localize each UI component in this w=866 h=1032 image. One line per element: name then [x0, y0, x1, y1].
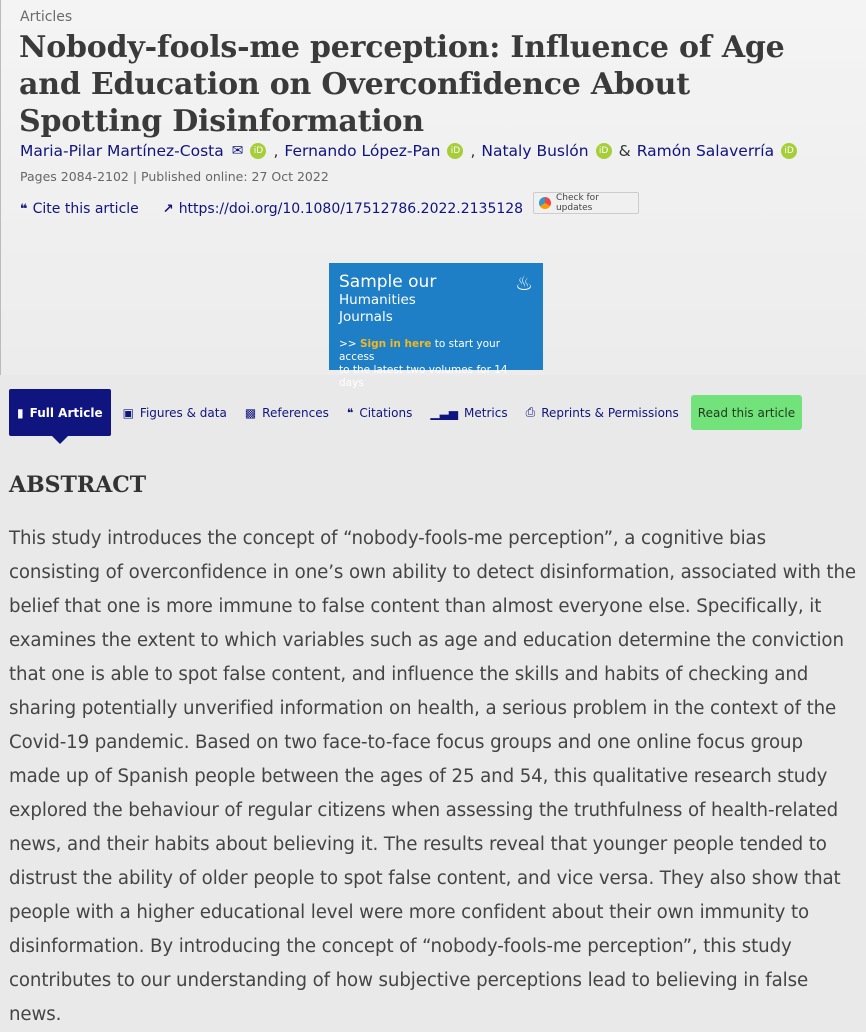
bar-chart-icon: ▁▃▅: [430, 405, 459, 420]
author-link[interactable]: Ramón Salaverría: [636, 142, 775, 160]
tab-label: Read this article: [697, 405, 796, 420]
promo-signin[interactable]: Sign in here: [359, 338, 432, 350]
read-article-button[interactable]: [691, 395, 802, 430]
orcid-icon[interactable]: iD: [596, 143, 612, 159]
tab-label: Metrics: [464, 405, 508, 420]
crossmark-icon: [539, 197, 551, 209]
promo-banner[interactable]: [329, 263, 543, 389]
image-icon: ▣: [122, 405, 134, 420]
tab-full-article[interactable]: [9, 389, 111, 436]
book-icon: ▩: [244, 405, 257, 420]
abstract-heading: ABSTRACT: [9, 472, 147, 498]
quote-icon: ❝: [346, 405, 354, 420]
external-link-icon: ↗: [162, 201, 174, 217]
quote-icon: ❝: [20, 201, 28, 217]
check-updates-button[interactable]: [533, 192, 639, 214]
promo-arrow: >>: [339, 338, 357, 350]
tab-reprints[interactable]: [520, 395, 685, 430]
author-separator: ,: [470, 142, 476, 160]
promo-line2: Humanities: [339, 292, 416, 308]
tab-label: Full Article: [29, 405, 103, 420]
tab-label: Reprints & Permissions: [541, 405, 679, 420]
orcid-icon[interactable]: iD: [781, 143, 797, 159]
author-list: [20, 142, 804, 160]
file-icon: ▮: [17, 405, 24, 420]
abstract-text: This study introduces the concept of “nobody-fools-me perception”, a cognitive bias consisting of overconfidence in one’s own ability to detect disinformation, associated with the belief that one is more immune to false content than almost everyone else. Specifically, it examines the extent to which variables such as age and education determine the conviction that one is able to spot false content, and influence the skills and habits of checking and sharing potentially unverified information on health, a serious problem in the context of the Covid-19 pandemic. Based on two face-to-face focus groups and one online focus group made up of Spanish people between the ages of 25 and 54, this qualitative research study explored the behaviour of regular citizens when assessing the truthfulness of health-related news, and their habits about believing it. The results reveal that younger people tended to distrust the ability of older people to spot false content, and vice versa. They also show that people with a higher educational level were more confident about their own immunity to disinformation. By introducing the concept of “nobody-fools-me perception”, this study contributes to our understanding of how subjective perceptions lead to believing in false news.: [9, 528, 856, 1025]
promo-line3: Journals: [339, 309, 393, 325]
section-label: Articles: [20, 9, 73, 25]
orcid-icon[interactable]: iD: [447, 143, 463, 159]
cite-link[interactable]: [20, 201, 139, 217]
article-header: [0, 0, 866, 389]
tab-label: Citations: [359, 405, 413, 420]
cite-label: Cite this article: [32, 201, 139, 217]
article-meta: Pages 2084-2102 | Published online: 27 Oct 2022: [20, 169, 329, 184]
promo-rest2: to the latest two volumes for 14 days: [339, 364, 508, 389]
doi-label: https://doi.org/10.1080/17512786.2022.2135128: [178, 201, 524, 217]
tab-label: Figures & data: [139, 405, 227, 420]
author-separator: ,: [273, 142, 279, 160]
envelope-icon[interactable]: ✉: [231, 143, 244, 159]
check-updates-label: Check for updates: [555, 193, 599, 213]
tab-references[interactable]: [239, 395, 335, 430]
author-link[interactable]: Nataly Buslón: [481, 142, 589, 160]
promo-line1: Sample our: [339, 272, 437, 292]
tab-citations[interactable]: [341, 395, 418, 430]
author-separator: &: [618, 142, 631, 160]
print-icon: ⎙: [525, 405, 536, 419]
article-links: [20, 201, 547, 217]
promo-rest1: to start your access: [339, 338, 501, 363]
author-link[interactable]: Fernando López-Pan: [284, 142, 441, 160]
tab-figures-data[interactable]: [117, 395, 233, 430]
promo-cta: [339, 338, 533, 390]
lamp-icon: ♨: [515, 271, 533, 295]
author-link[interactable]: Maria-Pilar Martínez-Costa: [20, 142, 224, 160]
article-tabs: [9, 389, 808, 436]
tab-label: References: [262, 405, 329, 420]
orcid-icon[interactable]: iD: [250, 143, 266, 159]
article-title: Nobody-fools-me perception: Influence of Age and Education on Overconfidence About Spotting Disinformation: [19, 30, 785, 139]
doi-link[interactable]: [163, 201, 523, 217]
tab-metrics[interactable]: [424, 395, 513, 430]
